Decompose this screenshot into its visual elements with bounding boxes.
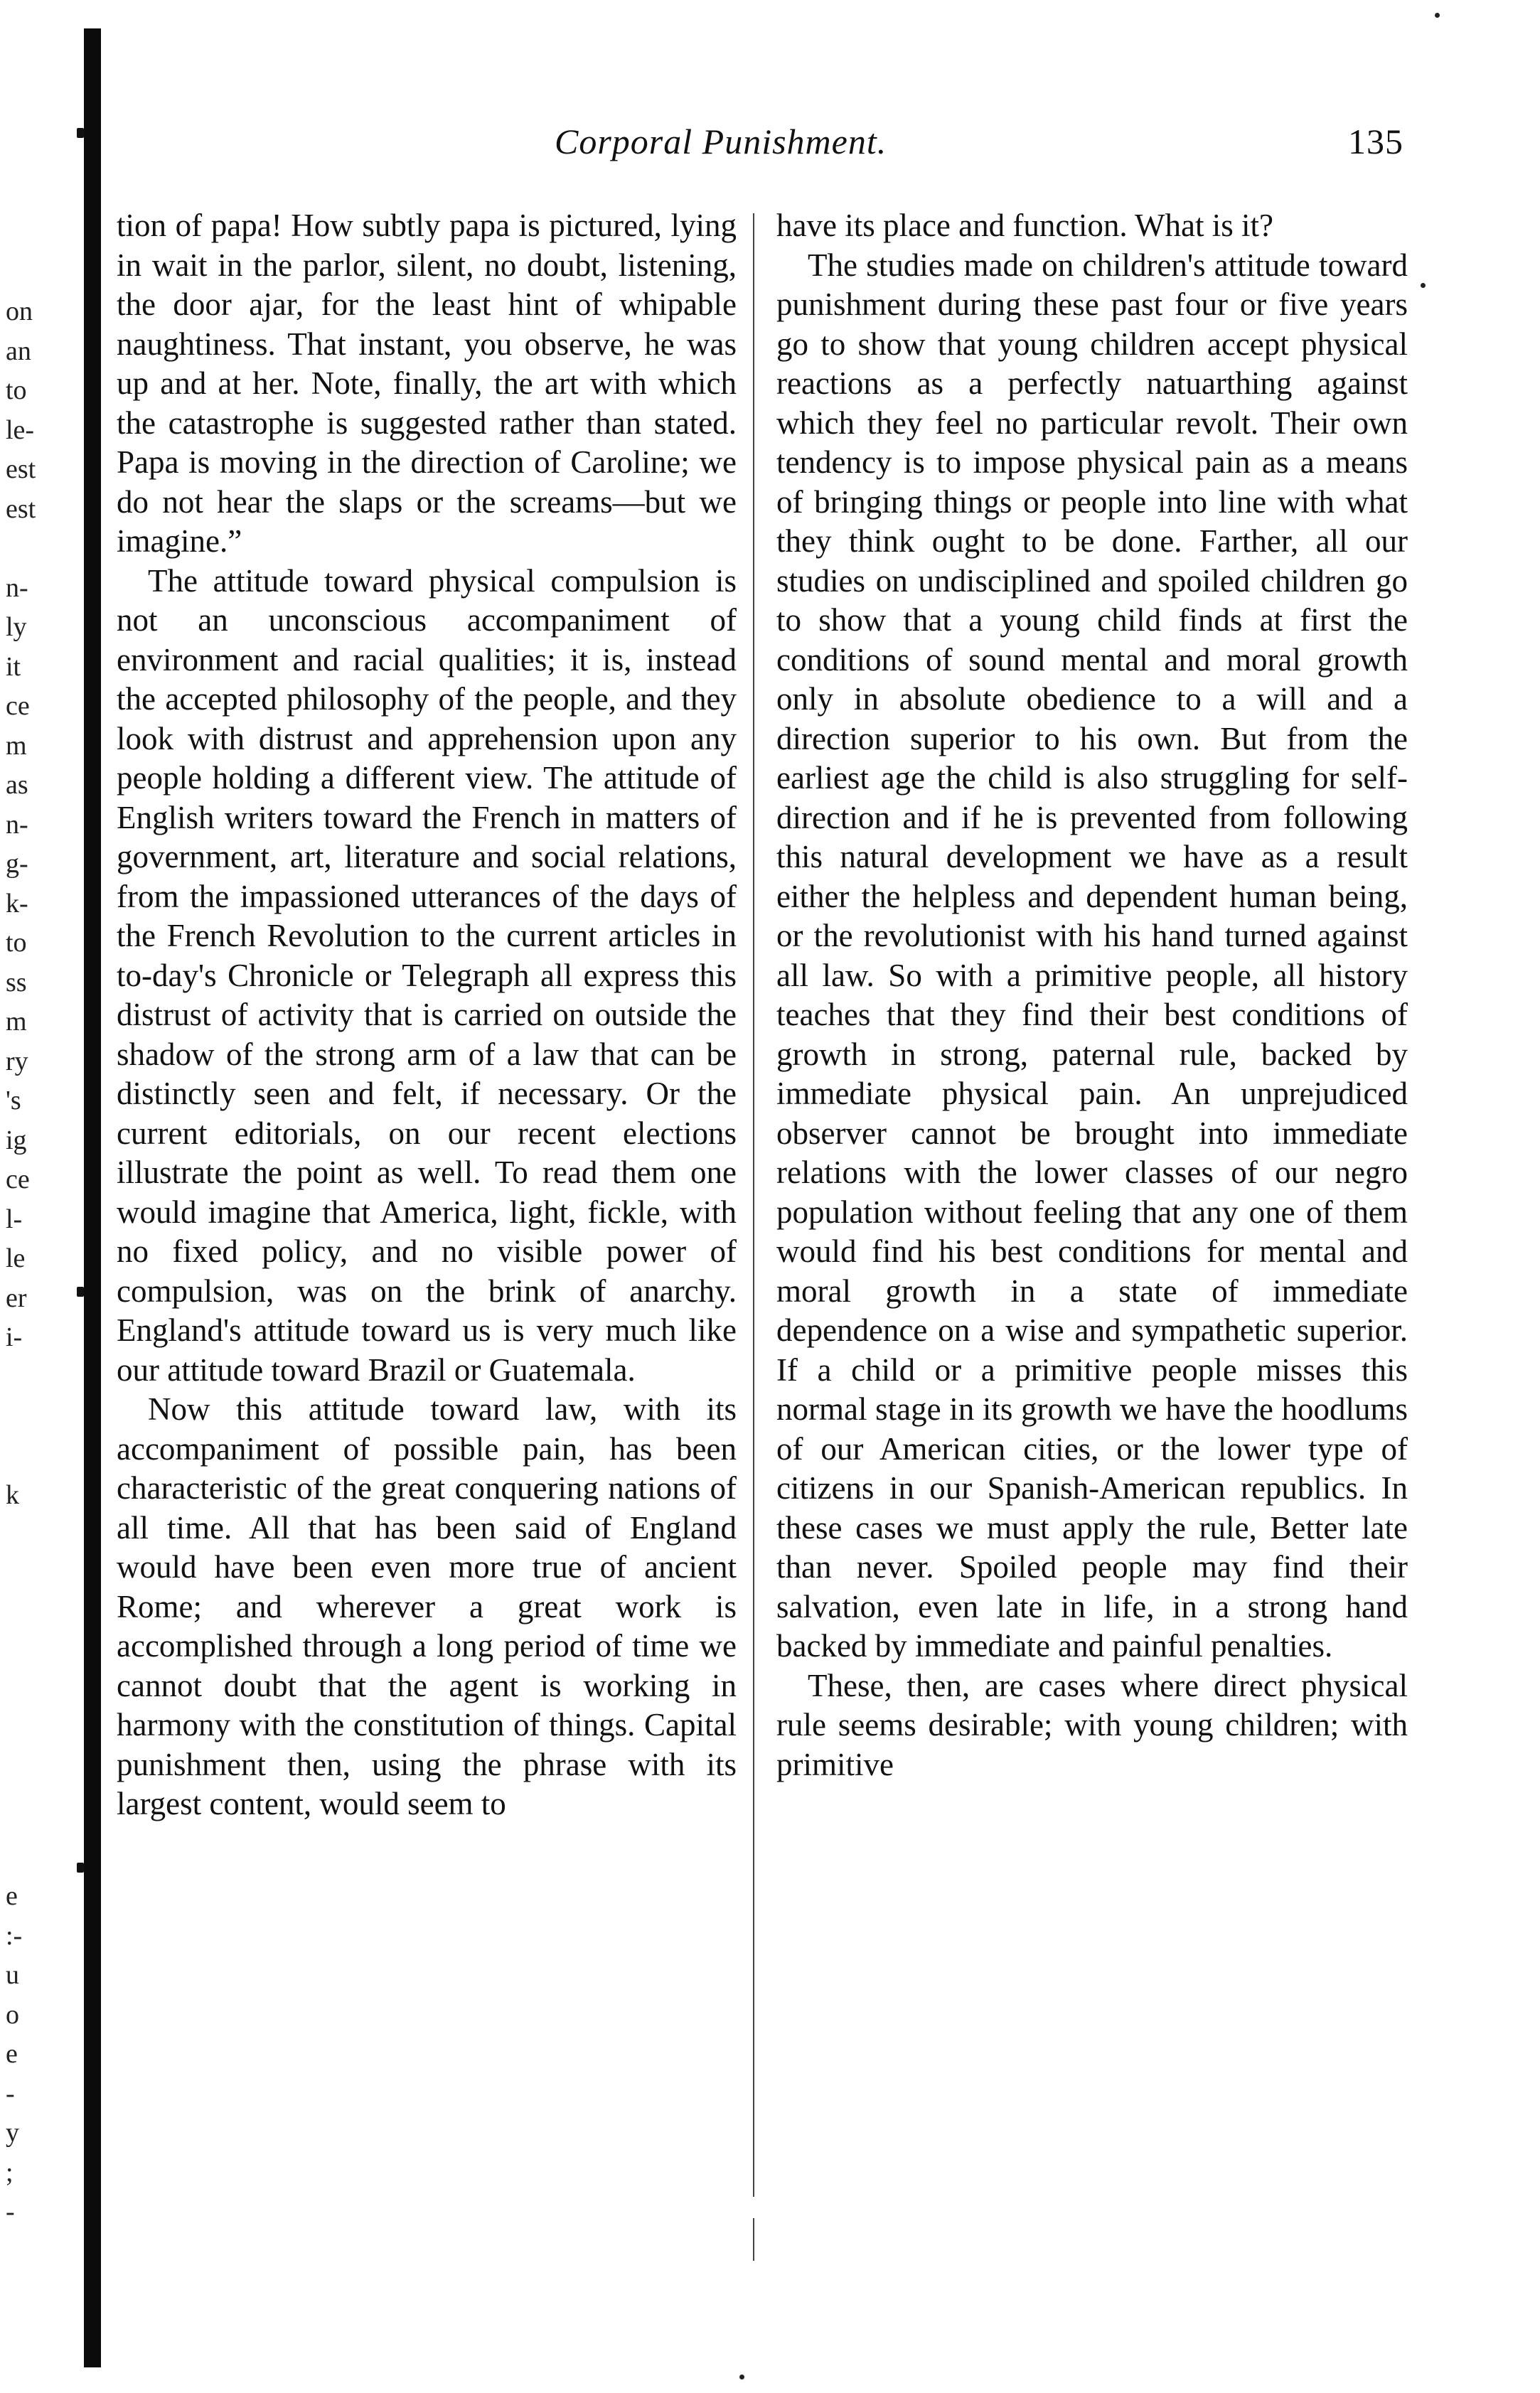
margin-fragment: le- (6, 414, 35, 445)
paragraph: have its place and function. What is it? (776, 208, 1273, 243)
margin-fragment: to (6, 375, 27, 405)
margin-fragment: m (6, 730, 27, 761)
scan-speck (1435, 13, 1440, 18)
margin-fragment: ce (6, 1165, 30, 1194)
column-rule (753, 213, 754, 2197)
page-gutter (84, 28, 101, 2367)
margin-fragment: est (6, 493, 36, 524)
scan-speck (1421, 283, 1426, 288)
margin-fragment: n- (6, 809, 28, 840)
margin-fragment (6, 1397, 70, 1437)
margin-fragment: n- (6, 572, 28, 603)
margin-fragment: - (6, 2078, 15, 2109)
margin-fragment: ig (6, 1125, 27, 1155)
margin-fragment: g- (6, 849, 28, 879)
margin-fragment: e (6, 1881, 18, 1911)
margin-fragment: on (6, 296, 33, 326)
paragraph: The studies made on children's attitude toward punishment during these past four or five years go to show that young children accept physical reactions as a perfectly natuarthing against which they feel no particular revolt. Their own tendency is to impose physical pain as a means of bringing things or people into line with what they think ought to be done. Farther, all our studies on undisciplined and spoiled children go to show that a young child finds at first the conditions of sound mental and moral growth only in absolute obedience to a will and a direction superior to his own. But from the earliest age the child is also struggling for self-direction and if he is prevented from following this natural development we have as a result either the helpless and dependent human being, or the revolutionist with his hand turned against all law. So with a primitive people, all history teaches that they find their best conditions of growth in strong, paternal rule, backed by immediate physical pain. An unprejudiced observer cannot be brought into immediate relations with the lower classes of our negro population without feeling that any one of them would find his best conditions for mental and moral growth in a state of immediate dependence on a wise and sympathetic superior. If a child or a primitive people misses this normal stage in its growth we have the hoodlums of our American cities, or the lower type of citizens in our Spanish-American republics. In these cases we must apply the rule, Better late than never. Spoiled people may find their salvation, even late in life, in a strong hand backed by immediate and painful penalties. (776, 247, 1408, 1664)
facing-page-fragments-lower (6, 1877, 22, 2232)
left-column (117, 206, 737, 1824)
column-rule-end (753, 2218, 754, 2261)
running-title: Corporal Punishment. (555, 122, 887, 161)
margin-fragment: m (6, 1007, 27, 1037)
paragraph: The attitude toward physical compulsion is not an unconscious accompaniment of environment and racial qualities; it is, instead the accepted philosophy of the people, and they look with distrust and apprehension upon any people holding a different view. The attitude of English writers toward the French in matters of government, art, literature and social relations, from the impassioned utterances of the days of the French Revolution to the current articles in to-day's Chronicle or Telegraph all express this distrust of activity that is carried on outside the shadow of the strong arm of a law that can be distinctly seen and felt, if necessary. Or the current editorials, on our recent elections illustrate the point as well. To read them one would imagine that America, light, fickle, with no fixed policy, and no visible power of compulsion, was on the brink of anarchy. England's attitude toward us is very much like our attitude toward Brazil or Guatemala. (117, 562, 737, 1388)
paragraph: These, then, are cases where direct physical rule seems desirable; with young children; with primitive (776, 1667, 1408, 1782)
margin-fragment: an (6, 336, 31, 366)
margin-fragment: to (6, 928, 27, 958)
facing-page-fragments (6, 213, 70, 2227)
margin-fragment: e (6, 2039, 18, 2069)
margin-fragment: ss (6, 967, 27, 997)
scan-speck (739, 2375, 744, 2379)
margin-fragment: ce (6, 691, 30, 721)
margin-fragment: u (6, 1960, 19, 1990)
margin-fragment (6, 529, 70, 569)
margin-fragment: k (6, 1480, 19, 1510)
margin-fragment: it (6, 651, 21, 682)
margin-fragment: as (6, 770, 28, 800)
margin-fragment: est (6, 454, 36, 484)
margin-fragment: k- (6, 888, 28, 919)
margin-fragment: i- (6, 1322, 23, 1352)
margin-fragment: l- (6, 1204, 23, 1234)
margin-fragment: o (6, 1999, 19, 2030)
page-header (498, 121, 1529, 171)
margin-fragment: ly (6, 612, 27, 642)
margin-fragment: - (6, 2197, 15, 2227)
right-column (776, 206, 1408, 1784)
margin-fragment: ; (6, 2157, 14, 2188)
paragraph: tion of papa! How subtly papa is pictured, lying in wait in the parlor, silent, no doubt, listening, the door ajar, for the least hint of whipable naughtiness. That instant, you observe, he was up and at her. Note, finally, the art with which the catastrophe is suggested rather than stated. Papa is moving in the direction of Caroline; we do not hear the slaps or the screams—but we imagine.” (117, 208, 737, 559)
margin-fragment: 's (6, 1086, 21, 1115)
margin-fragment: :- (6, 1920, 23, 1951)
margin-fragment (6, 1358, 70, 1398)
gutter-mark (77, 1287, 84, 1297)
margin-fragment: er (6, 1283, 27, 1313)
margin-fragment: ry (6, 1046, 28, 1076)
margin-fragment: y (6, 2118, 19, 2148)
gutter-mark (77, 1863, 84, 1873)
margin-fragment: le (6, 1243, 26, 1273)
facing-page-fragments-upper (6, 292, 70, 1516)
paragraph: Now this attitude toward law, with its accompaniment of possible pain, has been characteristic of the great conquering nations of all time. All that has been said of England would have been even more true of ancient Rome; and wherever a great work is accomplished through a long period of time we cannot doubt that the agent is working in harmony with the constitution of things. Capital punishment then, using the phrase with its largest content, would seem to (117, 1391, 737, 1821)
gutter-mark (77, 128, 84, 138)
page-number: 135 (1348, 122, 1403, 161)
margin-fragment (6, 1437, 70, 1477)
